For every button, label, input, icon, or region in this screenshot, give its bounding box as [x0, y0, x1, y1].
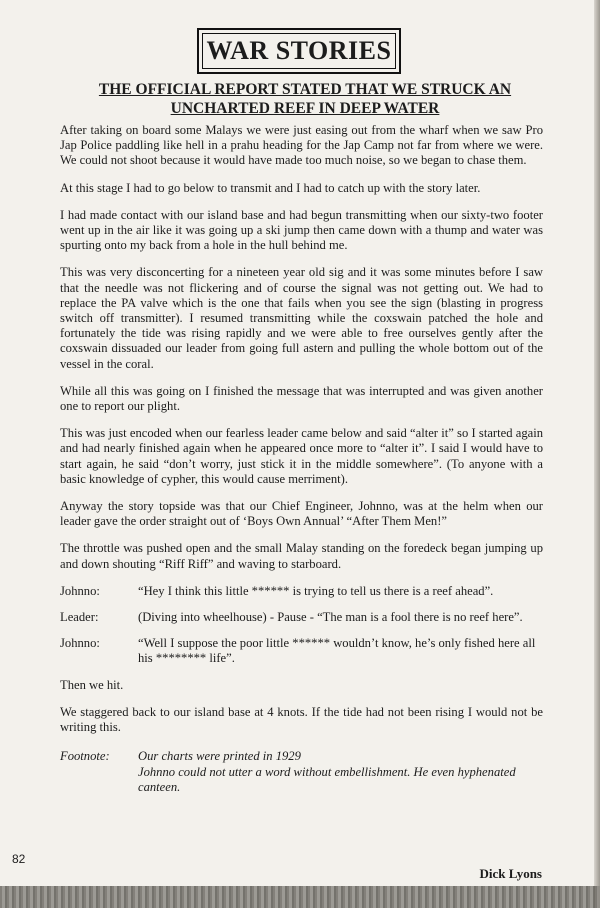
dialogue-line: [60, 636, 543, 666]
paragraph: I had made contact with our island base and had begun transmitting when our sixty-two footer went up in the air like it was going up a ski jump then came down with a thump and water was spurting onto my back from a hole in the hull behind me.: [60, 207, 543, 253]
dialogue-speech: “Well I suppose the poor little ****** wouldn’t know, he’s only fished here all his ******** life”.: [138, 636, 536, 666]
dialogue-line: [60, 584, 543, 599]
paragraph: At this stage I had to go below to transmit and I had to catch up with the story later.: [60, 180, 481, 195]
dialogue-speech: “Hey I think this little ****** is trying to tell us there is a reef ahead”.: [138, 583, 494, 598]
paragraph: This was just encoded when our fearless leader came below and said “alter it” so I started again and had nearly finished again when he appeared once more to “alter it”. I said I would have to start again, he said “don’t worry, just stick it in the middle somewhere”. (To anyone with a basic knowledge of cypher, this would cause merriment).: [60, 426, 543, 486]
footnote-line-1: Our charts were printed in 1929: [138, 749, 301, 764]
dialogue-speech: (Diving into wheelhouse) - Pause - “The man is a fool there is no reef here”.: [138, 610, 523, 625]
page-title: WAR STORIES: [202, 33, 396, 69]
subtitle-line-2: UNCHARTED REEF IN DEEP WATER: [170, 100, 440, 117]
dialogue-speaker: Johnno:: [60, 636, 100, 651]
title-box: [197, 28, 401, 74]
footnote-label: Footnote:: [60, 749, 110, 764]
scan-edge-bottom: [0, 886, 600, 908]
paragraph: After taking on board some Malays we were just easing out from the wharf when we saw Pro Jap Police paddling like hell in a prahu heading for the Jap Camp not far from where we were. We could not shoot because it would have made too much noise, so we began to chase them.: [60, 123, 543, 168]
subtitle-line-1: THE OFFICIAL REPORT STATED THAT WE STRUCK AN: [98, 81, 512, 98]
footnote-line-2: Johnno could not utter a word without embellishment. He even hyphenated canteen.: [138, 764, 516, 794]
paragraph: Anyway the story topside was that our Chief Engineer, Johnno, was at the helm when our leader gave the order straight out of ‘Boys Own Annual’ “After Them Men!”: [60, 499, 543, 529]
dialogue-speaker: Johnno:: [60, 583, 100, 598]
author-name: Dick Lyons: [479, 866, 542, 881]
paragraph: This was very disconcerting for a nineteen year old sig and it was some minutes before I saw that the needle was not flickering and of course the signal was not getting out. We had to replace the PA valve which is the one that fails when you see the sign (blasting in progress switch off transmitter). I resumed transmitting while the coxswain patched the hole and fortunately the tide was rising rapidly and we were able to free ourselves gently after the coxswain dissuaded our leader from going full astern and pulling the whole bottom out of the vessel in the coral.: [60, 265, 543, 371]
footnote-lines: [138, 749, 543, 795]
dialogue-line: [60, 610, 543, 625]
article-body: [60, 123, 543, 795]
page-number: 82: [12, 852, 26, 866]
footnote: [60, 749, 543, 795]
dialogue-speaker: Leader:: [60, 610, 99, 625]
article-subtitle: [60, 80, 550, 118]
scan-edge-right: [594, 0, 600, 908]
paragraph: The throttle was pushed open and the small Malay standing on the foredeck began jumping up and down shouting “Riff Riff” and waving to starboard.: [60, 541, 543, 571]
paragraph: We staggered back to our island base at 4 knots. If the tide had not been rising I would not be writing this.: [60, 704, 543, 735]
paragraph: Then we hit.: [60, 677, 124, 692]
paragraph: While all this was going on I finished the message that was interrupted and was given another one to report our plight.: [60, 383, 543, 414]
